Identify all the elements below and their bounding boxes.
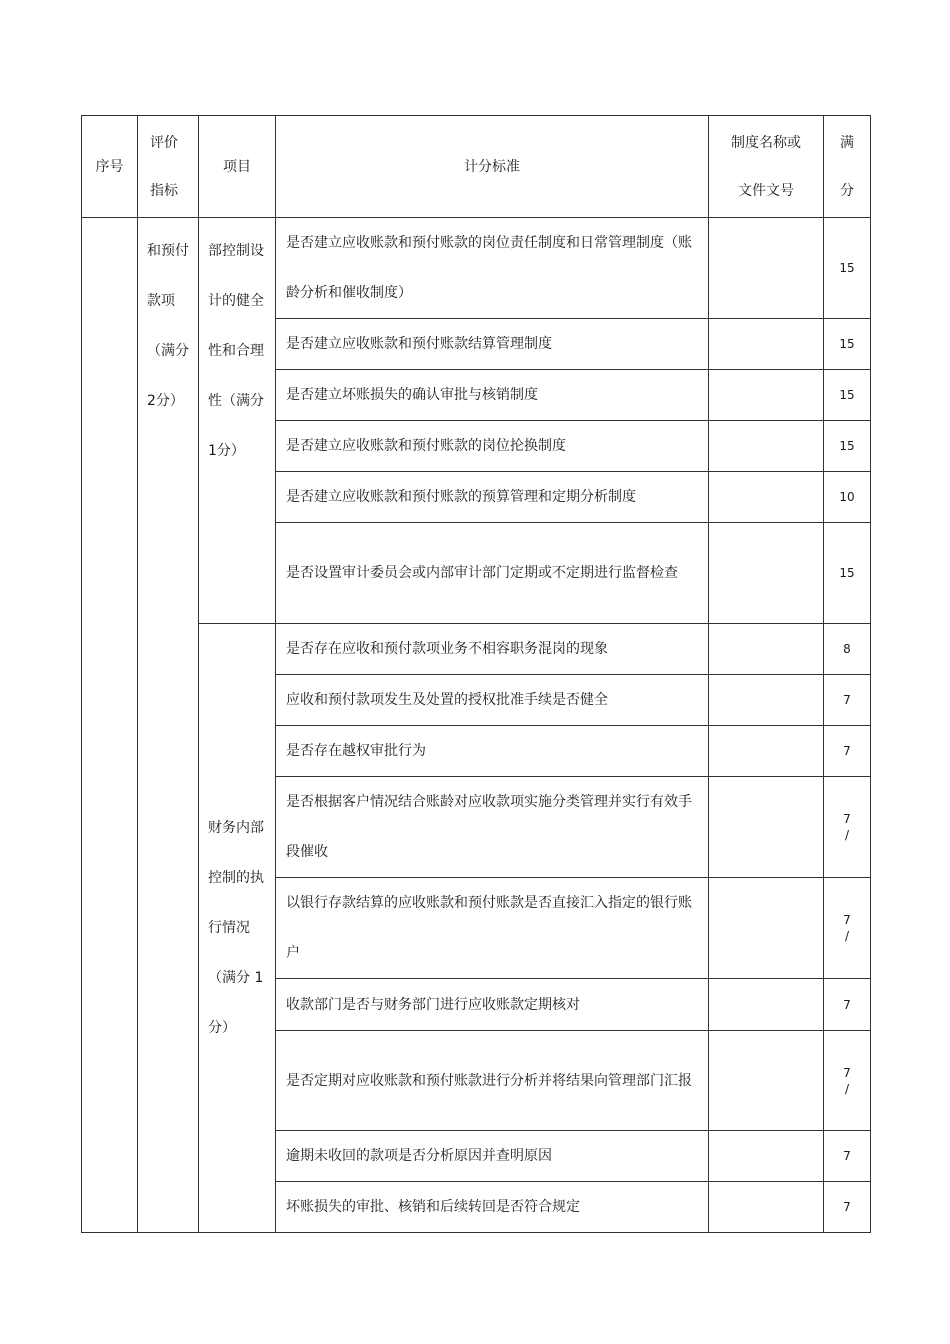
score-mark: / <box>844 828 850 842</box>
criteria-cell: 是否存在越权审批行为 <box>276 726 709 777</box>
doc-cell <box>709 624 824 675</box>
score-mark: / <box>844 1081 850 1096</box>
criteria-cell: 是否建立坏账损失的确认审批与核销制度 <box>276 370 709 421</box>
criteria-cell: 是否存在应收和预付款项业务不相容职务混岗的现象 <box>276 624 709 675</box>
header-doc: 制度名称或文件文号 <box>709 116 824 218</box>
doc-cell <box>709 319 824 370</box>
criteria-cell: 逾期未收回的款项是否分析原因并查明原因 <box>276 1131 709 1182</box>
score-cell: 15 <box>824 370 871 421</box>
seq-cell <box>82 218 138 1233</box>
score-cell: 7 <box>824 726 871 777</box>
score-cell: 7 <box>824 1182 871 1233</box>
score-cell <box>824 777 871 878</box>
criteria-cell: 是否定期对应收账款和预付账款进行分析并将结果向管理部门汇报 <box>276 1031 709 1131</box>
criteria-cell: 是否根据客户情况结合账龄对应收款项实施分类管理并实行有效手段催收 <box>276 777 709 878</box>
doc-cell <box>709 777 824 878</box>
criteria-cell: 是否建立应收账款和预付账款结算管理制度 <box>276 319 709 370</box>
indicator-cell: 和预付款项（满分2分） <box>138 218 199 1233</box>
doc-cell <box>709 370 824 421</box>
doc-cell <box>709 675 824 726</box>
score-cell: 15 <box>824 218 871 319</box>
project-design-cell: 部控制设计的健全性和合理性（满分1分） <box>199 218 276 624</box>
criteria-cell: 坏账损失的审批、核销和后续转回是否符合规定 <box>276 1182 709 1233</box>
doc-cell <box>709 472 824 523</box>
criteria-cell: 收款部门是否与财务部门进行应收账款定期核对 <box>276 979 709 1031</box>
evaluation-table <box>81 115 871 1233</box>
doc-cell <box>709 1031 824 1131</box>
table-row <box>82 624 871 675</box>
header-seq: 序号 <box>82 116 138 218</box>
criteria-cell: 是否设置审计委员会或内部审计部门定期或不定期进行监督检查 <box>276 523 709 624</box>
score-mark: / <box>844 929 850 943</box>
project-execution-cell: 财务内部控制的执行情况（满分 1 分） <box>199 624 276 1233</box>
doc-cell <box>709 979 824 1031</box>
doc-cell <box>709 523 824 624</box>
doc-cell <box>709 1131 824 1182</box>
header-project: 项目 <box>199 116 276 218</box>
score-cell: 7 <box>824 1131 871 1182</box>
header-criteria: 计分标准 <box>276 116 709 218</box>
header-row <box>82 116 871 218</box>
criteria-cell: 以银行存款结算的应收账款和预付账款是否直接汇入指定的银行账户 <box>276 878 709 979</box>
header-full-score: 满分 <box>824 116 871 218</box>
doc-cell <box>709 878 824 979</box>
score-value: 7 <box>843 913 851 927</box>
score-value: 7 <box>843 812 851 826</box>
score-cell: 15 <box>824 421 871 472</box>
doc-cell <box>709 1182 824 1233</box>
score-cell: 15 <box>824 319 871 370</box>
score-cell <box>824 1031 871 1131</box>
criteria-cell: 应收和预付款项发生及处置的授权批准手续是否健全 <box>276 675 709 726</box>
score-value: 7 <box>843 1065 851 1080</box>
score-cell: 8 <box>824 624 871 675</box>
doc-cell <box>709 726 824 777</box>
doc-cell <box>709 421 824 472</box>
score-cell: 7 <box>824 675 871 726</box>
criteria-cell: 是否建立应收账款和预付账款的岗位责任制度和日常管理制度（账龄分析和催收制度） <box>276 218 709 319</box>
score-cell: 10 <box>824 472 871 523</box>
table-row <box>82 218 871 319</box>
score-cell: 15 <box>824 523 871 624</box>
score-cell: 7 <box>824 979 871 1031</box>
criteria-cell: 是否建立应收账款和预付账款的预算管理和定期分析制度 <box>276 472 709 523</box>
doc-cell <box>709 218 824 319</box>
header-indicator: 评价指标 <box>138 116 199 218</box>
score-cell <box>824 878 871 979</box>
criteria-cell: 是否建立应收账款和预付账款的岗位抡换制度 <box>276 421 709 472</box>
